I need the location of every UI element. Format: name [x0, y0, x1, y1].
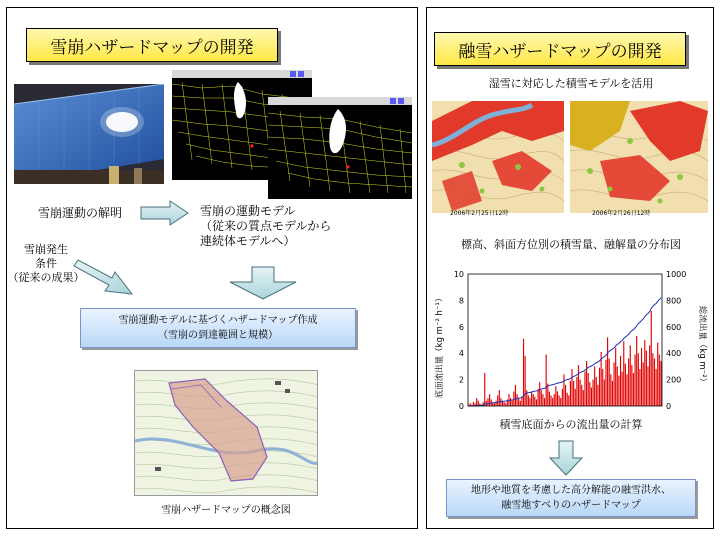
snow-map-2-date: 2006年2月26日12時	[592, 210, 651, 217]
chart-bar	[583, 390, 584, 406]
snowmelt-callout-line1: 地形や地質を考慮した高分解能の融雪洪水、	[471, 485, 671, 496]
chart-right-tick-label: 200	[666, 375, 682, 385]
chart-bar	[504, 402, 505, 406]
chart-bar	[584, 372, 585, 406]
chart-bar	[646, 351, 647, 406]
chart-bars	[468, 311, 662, 406]
chart-bar	[614, 362, 615, 406]
chart-bar	[520, 401, 521, 406]
chart-bar	[660, 361, 661, 406]
avalanche-simulation-screen-2	[268, 97, 412, 199]
chart-bar	[547, 384, 548, 406]
chart-bar	[589, 382, 590, 406]
chart-bar	[575, 389, 576, 406]
chart-bar	[560, 398, 561, 406]
chart-bar	[626, 374, 627, 406]
chart-bar	[635, 355, 636, 406]
chart-bar	[659, 355, 660, 406]
chart-bar	[641, 348, 642, 406]
chart-bar	[615, 348, 616, 406]
chart-bar	[565, 385, 566, 406]
chart-bar	[513, 391, 514, 406]
chart-bar	[536, 399, 537, 406]
maps-caption: 標高、斜面方位別の積雪量、融解量の分布図	[461, 238, 681, 251]
chart-bar	[555, 386, 556, 406]
chart-bar	[578, 365, 579, 406]
right-subtitle: 湿雪に対応した積雪モデルを活用	[488, 77, 654, 90]
chart-left-tick-label: 10	[453, 270, 464, 279]
chart-bar	[657, 343, 658, 406]
chart-bar	[651, 311, 652, 406]
text-motion-model	[200, 204, 331, 249]
chart-bar	[531, 391, 532, 406]
chart-bar	[534, 397, 535, 406]
chart-bar	[570, 381, 571, 406]
chart-bar	[580, 380, 581, 406]
chart-bar	[623, 341, 624, 406]
chart-bar	[529, 398, 530, 406]
snow-distribution-map-2	[570, 101, 708, 225]
chart-bar	[599, 368, 600, 406]
chart-bar	[562, 389, 563, 406]
chart-bar	[656, 369, 657, 406]
chart-bar	[563, 374, 564, 406]
chart-bar	[499, 390, 500, 406]
text-motion-model-line1: 雪崩の運動モデル	[200, 204, 296, 218]
right-arrow-icon	[140, 200, 190, 226]
chart-bar	[607, 337, 608, 406]
chart-bar	[571, 369, 572, 406]
chart-bar	[486, 401, 487, 406]
diagonal-arrow-icon	[72, 258, 136, 298]
chart-bar	[552, 398, 553, 406]
chart-bar	[654, 358, 655, 406]
chart-bar	[546, 355, 547, 406]
chart-bar	[638, 353, 639, 406]
snow-distribution-map-1	[432, 101, 564, 225]
chart-left-ylabel: 底面流出量（kg m⁻² h⁻¹）	[435, 293, 445, 399]
chart-bar	[630, 345, 631, 406]
chart-right-tick-label: 400	[666, 349, 682, 359]
left-title-text: 雪崩ハザードマップの開発	[50, 37, 254, 58]
chart-bar	[633, 373, 634, 406]
text-avalanche-mechanism: 雪崩運動の解明	[38, 206, 123, 220]
hazard-map-caption: 雪崩ハザードマップの概念図	[161, 505, 291, 516]
chart-bar	[515, 385, 516, 406]
chart-bar	[588, 373, 589, 406]
outflow-chart	[428, 264, 712, 414]
chart-right-tick-label: 600	[666, 322, 682, 332]
chart-right-tick-label: 800	[666, 296, 682, 306]
chart-bar	[620, 356, 621, 406]
chart-bar	[554, 394, 555, 406]
chart-right-tick-label: 1000	[666, 270, 687, 279]
chart-bar	[647, 366, 648, 406]
snow-map-1-date: 2006年2月25日12時	[450, 210, 509, 217]
chart-bar	[576, 377, 577, 406]
chart-bar	[525, 356, 526, 406]
chart-bar	[517, 394, 518, 406]
chart-bar	[533, 394, 534, 406]
chart-left-tick-label: 4	[458, 349, 464, 359]
chart-bar	[596, 377, 597, 406]
avalanche-callout-line1: 雪崩運動モデルに基づくハザードマップ作成	[118, 315, 318, 326]
avalanche-hazard-map	[134, 370, 318, 496]
chart-bar	[484, 373, 485, 406]
chart-bar	[618, 376, 619, 406]
chart-bar	[592, 380, 593, 406]
chart-bar	[538, 389, 539, 406]
chart-bar	[649, 345, 650, 406]
chart-bar	[652, 353, 653, 406]
chart-bar	[602, 369, 603, 406]
chart-bar	[549, 391, 550, 406]
chart-bar	[628, 358, 629, 406]
chart-bar	[476, 398, 477, 406]
chart-bar	[597, 385, 598, 406]
avalanche-callout-line2: （雪崩の到達範囲と規模）	[158, 330, 278, 341]
chart-bar	[539, 382, 540, 406]
chart-left-tick-label: 8	[458, 296, 464, 306]
chart-bar	[567, 393, 568, 406]
chart-right-tick-label: 0	[666, 402, 672, 411]
chart-bar	[612, 381, 613, 406]
chart-caption: 積雪底面からの流出量の計算	[499, 418, 643, 431]
chart-bar	[604, 380, 605, 406]
chart-bar	[544, 398, 545, 406]
chart-bar	[512, 401, 513, 406]
chart-left-ticks	[454, 270, 464, 411]
chart-left-tick-label: 0	[458, 402, 464, 411]
chart-bar	[591, 388, 592, 406]
avalanche-experiment-photo	[14, 84, 164, 184]
chart-bar	[518, 398, 519, 406]
chart-bar	[568, 395, 569, 406]
chart-right-ylabel: 総流出量（kg m⁻²）	[697, 305, 707, 387]
right-title-text: 融雪ハザードマップの開発	[458, 41, 662, 62]
text-conditions-line3: （従来の成果）	[7, 271, 85, 284]
chart-right-ticks	[666, 270, 686, 411]
right-panel-title	[434, 32, 686, 66]
text-conditions-line1: 雪崩発生	[24, 243, 68, 256]
right-down-arrow-icon	[549, 440, 583, 476]
chart-bar	[497, 395, 498, 406]
chart-bar	[622, 372, 623, 406]
avalanche-hazard-callout	[80, 308, 356, 348]
chart-bar	[594, 366, 595, 406]
down-arrow-icon	[228, 266, 298, 300]
chart-bar	[639, 369, 640, 406]
chart-bar	[605, 360, 606, 406]
chart-bar	[609, 358, 610, 406]
chart-bar	[550, 395, 551, 406]
chart-bar	[631, 365, 632, 406]
text-motion-model-line2: （従来の質点モデルから	[200, 219, 332, 233]
chart-bar	[495, 401, 496, 406]
chart-bar	[489, 394, 490, 406]
chart-bar	[559, 395, 560, 406]
chart-bar	[617, 366, 618, 406]
chart-bar	[541, 390, 542, 406]
chart-bar	[625, 364, 626, 406]
chart-left-tick-label: 6	[458, 322, 464, 332]
chart-bar	[487, 398, 488, 406]
chart-bar	[557, 391, 558, 406]
chart-bar	[573, 381, 574, 406]
text-motion-model-line3: 連続体モデルへ）	[200, 234, 296, 248]
chart-bar	[510, 398, 511, 406]
chart-bar	[528, 395, 529, 406]
chart-bar	[542, 394, 543, 406]
text-conditions-line2: 条件	[35, 257, 57, 270]
chart-left-tick-label: 2	[458, 375, 464, 385]
chart-bar	[636, 336, 637, 406]
chart-bar	[644, 340, 645, 406]
chart-bar	[581, 385, 582, 406]
snowmelt-hazard-callout	[446, 479, 696, 517]
snowmelt-callout-line2: 融雪地すべりのハザードマップ	[501, 500, 641, 511]
chart-bar	[643, 362, 644, 406]
chart-bar	[610, 374, 611, 406]
left-panel-title	[26, 28, 278, 62]
